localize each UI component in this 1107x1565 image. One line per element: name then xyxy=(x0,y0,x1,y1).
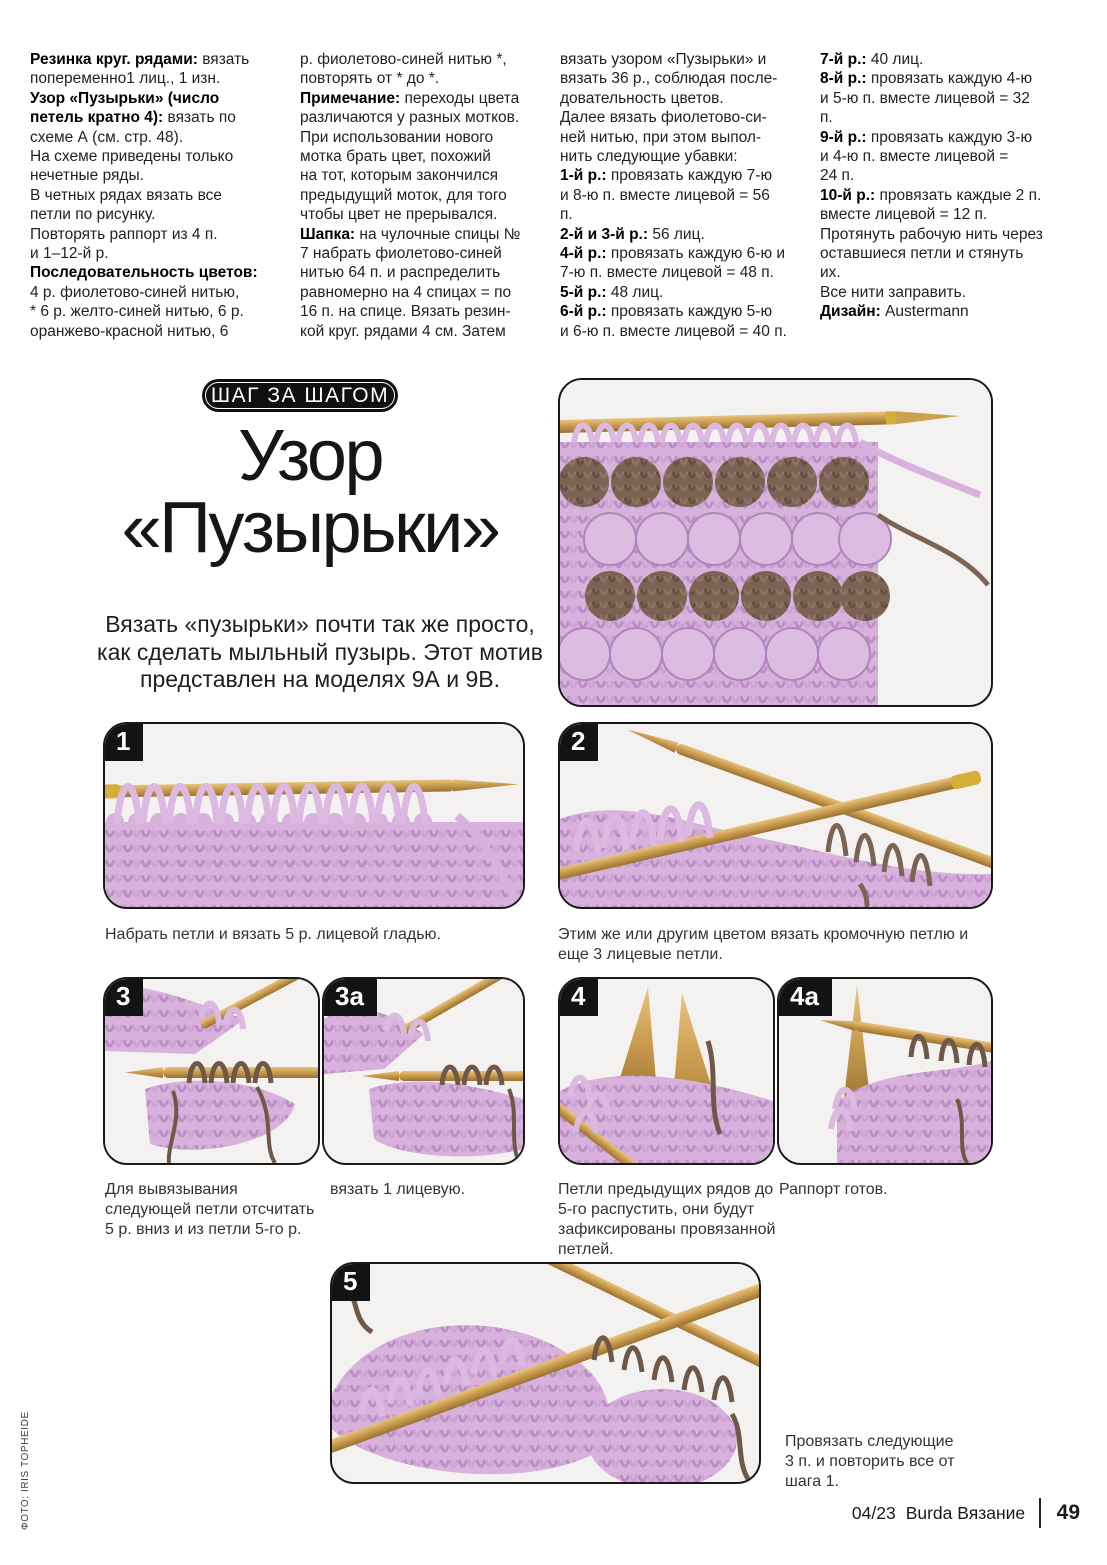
text-line: довательность цветов. xyxy=(560,89,724,107)
text-line: и 4-ю п. вместе лицевой = xyxy=(820,148,1009,166)
caption-step-2: Этим же или другим цветом вязать кромочную петлю и еще 3 лицевые петли. xyxy=(558,926,969,963)
instructions-column-4 xyxy=(820,50,1084,322)
text-line: повторять от * до *. xyxy=(300,70,440,88)
footer-divider xyxy=(1039,1498,1041,1528)
step-number-badge: 4 xyxy=(560,979,598,1016)
step-photo-2 xyxy=(558,722,993,909)
text-line: 7-й р.: 40 лиц. xyxy=(820,51,924,68)
step-photo-3a xyxy=(322,977,525,1165)
caption-step-3a: вязать 1 лицевую. xyxy=(330,1181,466,1198)
step-number-badge: 1 xyxy=(105,724,143,761)
text-line: попеременно1 лиц., 1 изн. xyxy=(30,70,221,88)
text-line: предыдущий моток, для того xyxy=(300,186,507,204)
page-footer xyxy=(852,1498,1080,1528)
instructions-column-1 xyxy=(30,50,294,341)
bubble-swatch-illustration xyxy=(560,380,991,705)
text-line: нечетные ряды. xyxy=(30,167,144,185)
text-line: различаются у разных мотков. xyxy=(300,109,520,127)
page-title-line1: Узор xyxy=(238,416,382,496)
text-line: равномерно на 4 спицах = по xyxy=(300,283,512,301)
text-line: и 5-ю п. вместе лицевой = 32 xyxy=(820,89,1030,107)
text-line: и 6-ю п. вместе лицевой = 40 п. xyxy=(560,322,787,340)
text-line: * 6 р. желто-синей нитью, 6 р. xyxy=(30,303,244,321)
step-number-badge: 4a xyxy=(779,979,832,1016)
text-line: Все нити заправить. xyxy=(820,283,967,301)
text-line: мотка брать цвет, похожий xyxy=(300,148,491,166)
caption-step-5: Провязать следующие 3 п. и повторить все от шага 1. xyxy=(785,1433,955,1490)
text-line: 5-й р.: 48 лиц. xyxy=(560,283,664,301)
text-line: Повторять раппорт из 4 п. xyxy=(30,225,218,243)
text-line: кой круг. рядами 4 см. Затем xyxy=(300,322,506,340)
step-photo-3 xyxy=(103,977,320,1165)
text-line: 16 п. на спице. Вязать резин- xyxy=(300,303,511,321)
text-line: 7 набрать фиолетово-синей xyxy=(300,245,502,263)
article-intro: Вязать «пузырьки» почти так же просто, как сделать мыльный пузырь. Этот мотив представлен на моделях 9А и 9В. xyxy=(97,611,543,692)
text-line: ней нитью, при этом выпол- xyxy=(560,128,762,146)
step-by-step-badge xyxy=(202,379,398,412)
text-line: п. xyxy=(820,109,833,127)
step-photo-5 xyxy=(330,1262,761,1484)
text-line: вязать узором «Пузырьки» и xyxy=(560,51,767,68)
hero-photo-bubble-swatch xyxy=(558,378,993,707)
text-line: 8-й р.: провязать каждую 4-ю xyxy=(820,70,1033,88)
text-line: 24 п. xyxy=(820,167,855,185)
text-line: п. xyxy=(560,206,573,224)
text-line: их. xyxy=(820,264,841,282)
text-line: оставшиеся петли и стянуть xyxy=(820,245,1024,263)
text-line: 4 р. фиолетово-синей нитью, xyxy=(30,283,240,301)
caption-step-3: Для вывязывания следующей петли отсчитать 5 р. вниз и из петли 5-го р. xyxy=(105,1181,315,1238)
step-photo-1 xyxy=(103,722,525,909)
step-photo-4a xyxy=(777,977,993,1165)
text-line: Шапка: на чулочные спицы № xyxy=(300,225,521,243)
text-line: петель кратно 4): вязать по xyxy=(30,109,236,127)
text-line: 7-ю п. вместе лицевой = 48 п. xyxy=(560,264,774,282)
text-line: вязать 36 р., соблюдая после- xyxy=(560,70,778,88)
text-line: и 8-ю п. вместе лицевой = 56 xyxy=(560,186,770,204)
step-photo-4 xyxy=(558,977,775,1165)
step-1-illustration xyxy=(105,724,523,907)
caption-step-4a: Раппорт готов. xyxy=(779,1181,888,1198)
text-line: Последовательность цветов: xyxy=(30,264,258,282)
instructions-column-3 xyxy=(560,50,824,341)
footer-issue: 04/23 xyxy=(851,1502,896,1523)
text-line: 10-й р.: провязать каждые 2 п. xyxy=(820,186,1042,204)
caption-step-1: Набрать петли и вязать 5 р. лицевой гладью. xyxy=(105,926,441,943)
step-number-badge: 3 xyxy=(105,979,143,1016)
text-line: Протянуть рабочую нить через xyxy=(820,225,1043,243)
text-line: Узор «Пузырьки» (число xyxy=(30,89,220,107)
text-line: оранжево-красной нитью, 6 xyxy=(30,322,229,340)
text-line: 4-й р.: провязать каждую 6-ю и xyxy=(560,245,786,263)
step-by-step-badge-label: ШАГ ЗА ШАГОМ xyxy=(210,383,390,407)
caption-step-4: Петли предыдущих рядов до 5-го распустить, они будут зафиксированы провязанной петлей. xyxy=(558,1181,776,1258)
text-line: 2-й и 3-й р.: 56 лиц. xyxy=(560,225,705,243)
text-line: чтобы цвет не прерывался. xyxy=(300,206,498,224)
text-line: На схеме приведены только xyxy=(30,148,234,166)
text-line: Дизайн: Austermann xyxy=(820,303,969,321)
step-5-illustration xyxy=(332,1264,759,1482)
page-title-line2: «Пузырьки» xyxy=(121,488,499,568)
step-number-badge: 3a xyxy=(324,979,377,1016)
text-line: нитью 64 п. и распределить xyxy=(300,264,501,282)
text-line: 6-й р.: провязать каждую 5-ю xyxy=(560,303,773,321)
text-line: Далее вязать фиолетово-си- xyxy=(560,109,767,127)
text-line: и 1–12-й р. xyxy=(30,245,109,263)
text-line: Примечание: переходы цвета xyxy=(300,89,520,107)
text-line: 9-й р.: провязать каждую 3-ю xyxy=(820,128,1033,146)
text-line: нить следующие убавки: xyxy=(560,148,738,166)
step-number-badge: 2 xyxy=(560,724,598,761)
text-line: на тот, которым закончился xyxy=(300,167,498,185)
instructions-column-2 xyxy=(300,50,564,341)
step-number-badge: 5 xyxy=(332,1264,370,1301)
footer-magazine-name: Burda Вязание xyxy=(905,1502,1026,1523)
text-line: петли по рисунку. xyxy=(30,206,156,224)
text-line: В четных рядах вязать все xyxy=(30,186,222,204)
text-line: 1-й р.: провязать каждую 7-ю xyxy=(560,167,773,185)
step-2-illustration xyxy=(560,724,991,907)
text-line: вместе лицевой = 12 п. xyxy=(820,206,988,224)
photo-credit: ФОТО: IRIS TOPHEIDE xyxy=(20,1411,31,1530)
text-line: Резинка круг. рядами: вязать xyxy=(30,51,250,68)
text-line: р. фиолетово-синей нитью *, xyxy=(300,51,507,68)
text-line: При использовании нового xyxy=(300,128,494,146)
footer-page-number: 49 xyxy=(1056,1501,1080,1524)
text-line: схеме А (см. стр. 48). xyxy=(30,128,184,146)
page-title xyxy=(50,416,570,568)
